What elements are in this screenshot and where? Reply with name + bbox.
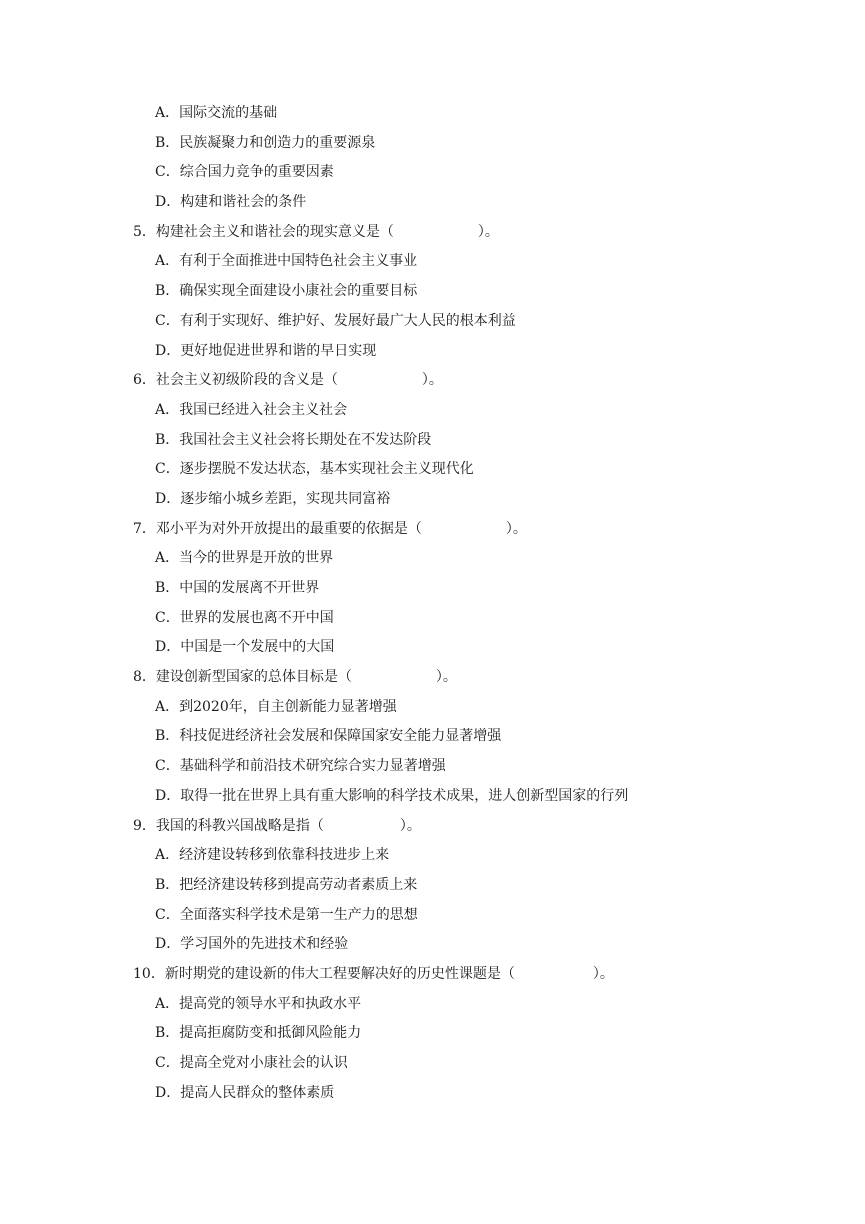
q5-option-d: D．更好地促进世界和谐的早日实现 [155, 342, 377, 359]
q6-option-d: D．逐步缩小城乡差距，实现共同富裕 [155, 490, 391, 507]
q6-stem-text: 6．社会主义初级阶段的含义是（ [133, 372, 338, 389]
q5-stem [0, 218, 865, 248]
q6-option-c: C．逐步摆脱不发达状态，基本实现社会主义现代化 [155, 461, 474, 478]
q10-option-d: D．提高人民群众的整体素质 [155, 1084, 335, 1101]
q9-option-d: D．学习国外的先进技术和经验 [155, 936, 349, 953]
q9-stem-end: ）。 [399, 817, 421, 834]
q10-option-a: A．提高党的领导水平和执政水平 [155, 995, 362, 1012]
q9-option-a: A．经济建设转移到依靠科技进步上来 [155, 847, 390, 864]
q7-stem-end: ）。 [505, 520, 527, 537]
q5-option-b: B．确保实现全面建设小康社会的重要目标 [155, 283, 418, 300]
q8-option-a: A．到2020年，自主创新能力显著增强 [155, 698, 397, 715]
q10-stem-end: ）。 [592, 965, 614, 982]
q9-option-b: B．把经济建设转移到提高劳动者素质上来 [155, 876, 418, 893]
q7-stem [0, 515, 865, 545]
q8-option-b: B．科技促进经济社会发展和保障国家安全能力显著增强 [155, 728, 502, 745]
q9-option-c: C．全面落实科学技术是第一生产力的思想 [155, 906, 418, 923]
q6-stem [0, 366, 865, 396]
q4-option-b: B．民族凝聚力和创造力的重要源泉 [155, 134, 376, 151]
q4-option-c: C．综合国力竞争的重要因素 [155, 164, 334, 181]
q10-option-c: C．提高全党对小康社会的认识 [155, 1055, 348, 1071]
q10-stem-text: 10．新时期党的建设新的伟大工程要解决好的历史性课题是（ [133, 965, 515, 982]
q8-option-d: D．取得一批在世界上具有重大影响的科学技术成果，进人创新型国家的行列 [155, 787, 629, 804]
q6-option-b: B．我国社会主义社会将长期处在不发达阶段 [155, 431, 432, 448]
q5-option-a: A．有利于全面推进中国特色社会主义事业 [155, 253, 418, 270]
q8-stem-text: 8．建设创新型国家的总体目标是（ [133, 669, 352, 686]
q9-stem [0, 812, 865, 842]
q5-stem-text: 5．构建社会主义和谐社会的现实意义是（ [133, 223, 394, 240]
q7-option-c: C．世界的发展也离不开中国 [155, 609, 334, 626]
q6-stem-end: ）。 [421, 372, 443, 389]
q4-option-d: D．构建和谐社会的条件 [155, 194, 307, 211]
q7-option-b: B．中国的发展离不开世界 [155, 580, 320, 596]
q10-stem [0, 960, 865, 990]
q9-stem-text: 9．我国的科教兴国战略是指（ [133, 817, 324, 834]
q8-option-c: C．基础科学和前沿技术研究综合实力显著增强 [155, 758, 446, 775]
q5-option-c: C．有利于实现好、维护好、发展好最广大人民的根本利益 [155, 312, 516, 329]
q7-stem-text: 7．邓小平为对外开放提出的最重要的依据是（ [133, 520, 422, 537]
question-list [0, 99, 865, 1108]
q7-option-d: D．中国是一个发展中的大国 [155, 639, 335, 656]
q8-stem-end: ）。 [435, 669, 457, 686]
q7-option-a: A．当今的世界是开放的世界 [155, 550, 334, 567]
q8-stem [0, 663, 865, 693]
q6-option-a: A．我国已经进入社会主义社会 [155, 401, 348, 418]
q4-option-a: A．国际交流的基础 [155, 105, 278, 121]
q10-option-b: B．提高拒腐防变和抵御风险能力 [155, 1025, 362, 1042]
q5-stem-end: ）。 [477, 223, 499, 240]
